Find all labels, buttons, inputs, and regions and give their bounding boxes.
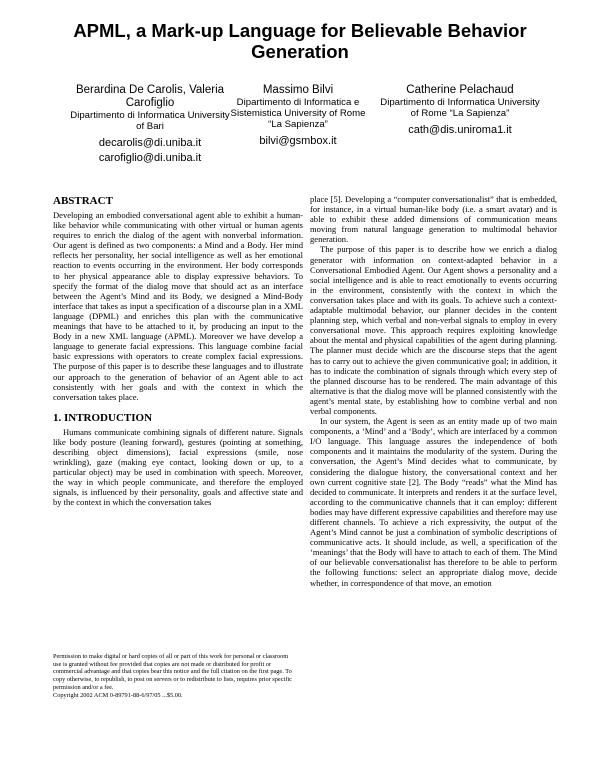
author-affiliation: Dipartimento di Informatica University of Bari (70, 110, 230, 132)
body-paragraph: place [5]. Developing a “computer conversationalist” that is embedded, for instance, in a virtual human-like body (i.e. a smart avatar) and is able to exhibit these added dimensions of communication means moving from natural language generation to multimodal behavior generation. (310, 194, 557, 245)
author-emails (70, 136, 230, 166)
permission-text: Permission to make digital or hard copies of all or part of this work for personal or classroom use is granted without fee provided that copies are not made or distributed for profit or commercial advantage and that copies bear this notice and the full citation on the first page. To copy otherwise, to republish, to post on servers or to redistribute to lists, requires prior specific permission and/or a fee. (53, 653, 292, 691)
abstract-text: Developing an embodied conversational agent able to exhibit a human-like behavior while communicating with other virtual or human agents requires to enrich the dialog of the agent with nonverbal information. Our agent is defined as two components: a Mind and a Body. Her mind reflects her personality, her social intelligence as well as her emotional reaction to events occurring in the environment. Her body corresponds to her physical appearance able to display expressive behaviors. To specify the format of the dialog move that should act as an interface between the Agent’s Mind and its Body, we designed a Mind-Body interface that takes as input a specification of a discourse plan in a XML language (DPML) and enriches this plan with the communicative meanings that have to be attached to it, by producing an input to the Body in a new XML language (APML). Moreover we have develop a language to generate facial expressions. This language combine facial basic expressions with operators to create complex facial expressions. The purpose of this paper is to describe these languages and to illustrate our approach to the generation of behavior of an Agent able to act consistently with her goals and with the context in which the conversation takes place. (53, 210, 303, 402)
author-affiliation: Dipartimento di Informatica e Sistemistica University of Rome “La Sapienza” (230, 97, 366, 130)
author-emails (224, 134, 372, 149)
author-name: Berardina De Carolis, Valeria Carofiglio (75, 84, 225, 109)
author-block (380, 84, 540, 138)
author-emails (380, 123, 540, 138)
introduction-heading: 1. INTRODUCTION (53, 411, 153, 424)
author-email[interactable]: cath@dis.uniroma1.it (408, 124, 512, 136)
abstract-heading: ABSTRACT (53, 195, 113, 207)
introduction-paragraph: Humans communicate combining signals of different nature. Signals like body posture (leaning forward), gestures (pointing at something, describing object dimensions), facial expressions (smile, nose wrinkling), gaze (making eye contact, looking down or up, to a particular object) may be used in combination with speech. Moreover, the way in which people communicate, and therefore the employed signals, is influenced by their personality, goals and affective state and by the context in which the conversation takes (53, 426, 303, 508)
author-block (224, 84, 372, 149)
permission-notice (53, 653, 298, 699)
author-email[interactable]: carofiglio@di.uniba.it (98, 152, 202, 164)
author-affiliation: Dipartimento di Informatica University of Rome “La Sapienza” (380, 97, 540, 119)
paper-title: APML, a Mark-up Language for Believable Behavior Generation (73, 20, 527, 62)
body-paragraph: In our system, the Agent is seen as an entity made up of two main components, a ‘Mind’ and a ‘Body’, which are interfaced by a common I/O language. This language assures the independence of both components and it maintains the modularity of the system. During the conversation, the Agent’s Mind decides what to communicate, by considering the dialogue history, the conversational context and her own current cognitive state [2]. The Body “reads” what the Mind has decided to communicate. It interprets and renders it at the surface level, according to the communicative channels that it can employ: different bodies may have different expressive capabilities and therefore may use different channels. To achieve a rich expressivity, the output of the Agent’s Mind cannot be just a combination of symbolic descriptions of communicative acts. It should include, as well, a specification of the ‘meanings’ that the Body will have to attach to each of them. The Mind of our believable conversationalist has therefore to be able to perform the following functions: select an appropriate dialog move, decide whether, in correspondence of that move, an emotion (310, 416, 557, 588)
author-email[interactable]: decarolis@di.uniba.it (98, 137, 202, 149)
author-email[interactable]: bilvi@gsmbox.it (259, 135, 337, 147)
author-name: Massimo Bilvi (262, 84, 334, 96)
copyright-line: Copyright 2002 ACM 0-89791-88-6/97/05 ...$5.00. (53, 691, 183, 699)
right-column (310, 194, 557, 588)
body-paragraph: The purpose of this paper is to describe how we enrich a dialog generator with information on context-adapted behavior in a Conversational Embodied Agent. Our Agent shows a personality and a social intelligence and is able to react emotionally to events occurring in the environment, consistently with the context in which the conversation takes place and with its goals. To achieve such a context-adaptable multimodal behavior, our planner decides in the content planning step, which verbal and non-verbal signals to employ in every conversational move. This approach requires exploiting knowledge about the mental and physical capabilities of the agent during planning. The planner must decide which are the discourse steps that the agent has to carry out to achieve the given communicative goal; in addition, it has to indicate the combination of signals through which every step of the planned discourse has to be rendered. The main advantage of this alternative is that the dialog move will be planned consistently with the agent’s mental state, by establishing how to combine verbal and non verbal components. (310, 244, 557, 416)
left-column (53, 194, 303, 508)
author-name: Catherine Pelachaud (406, 84, 514, 96)
author-block (70, 84, 230, 166)
